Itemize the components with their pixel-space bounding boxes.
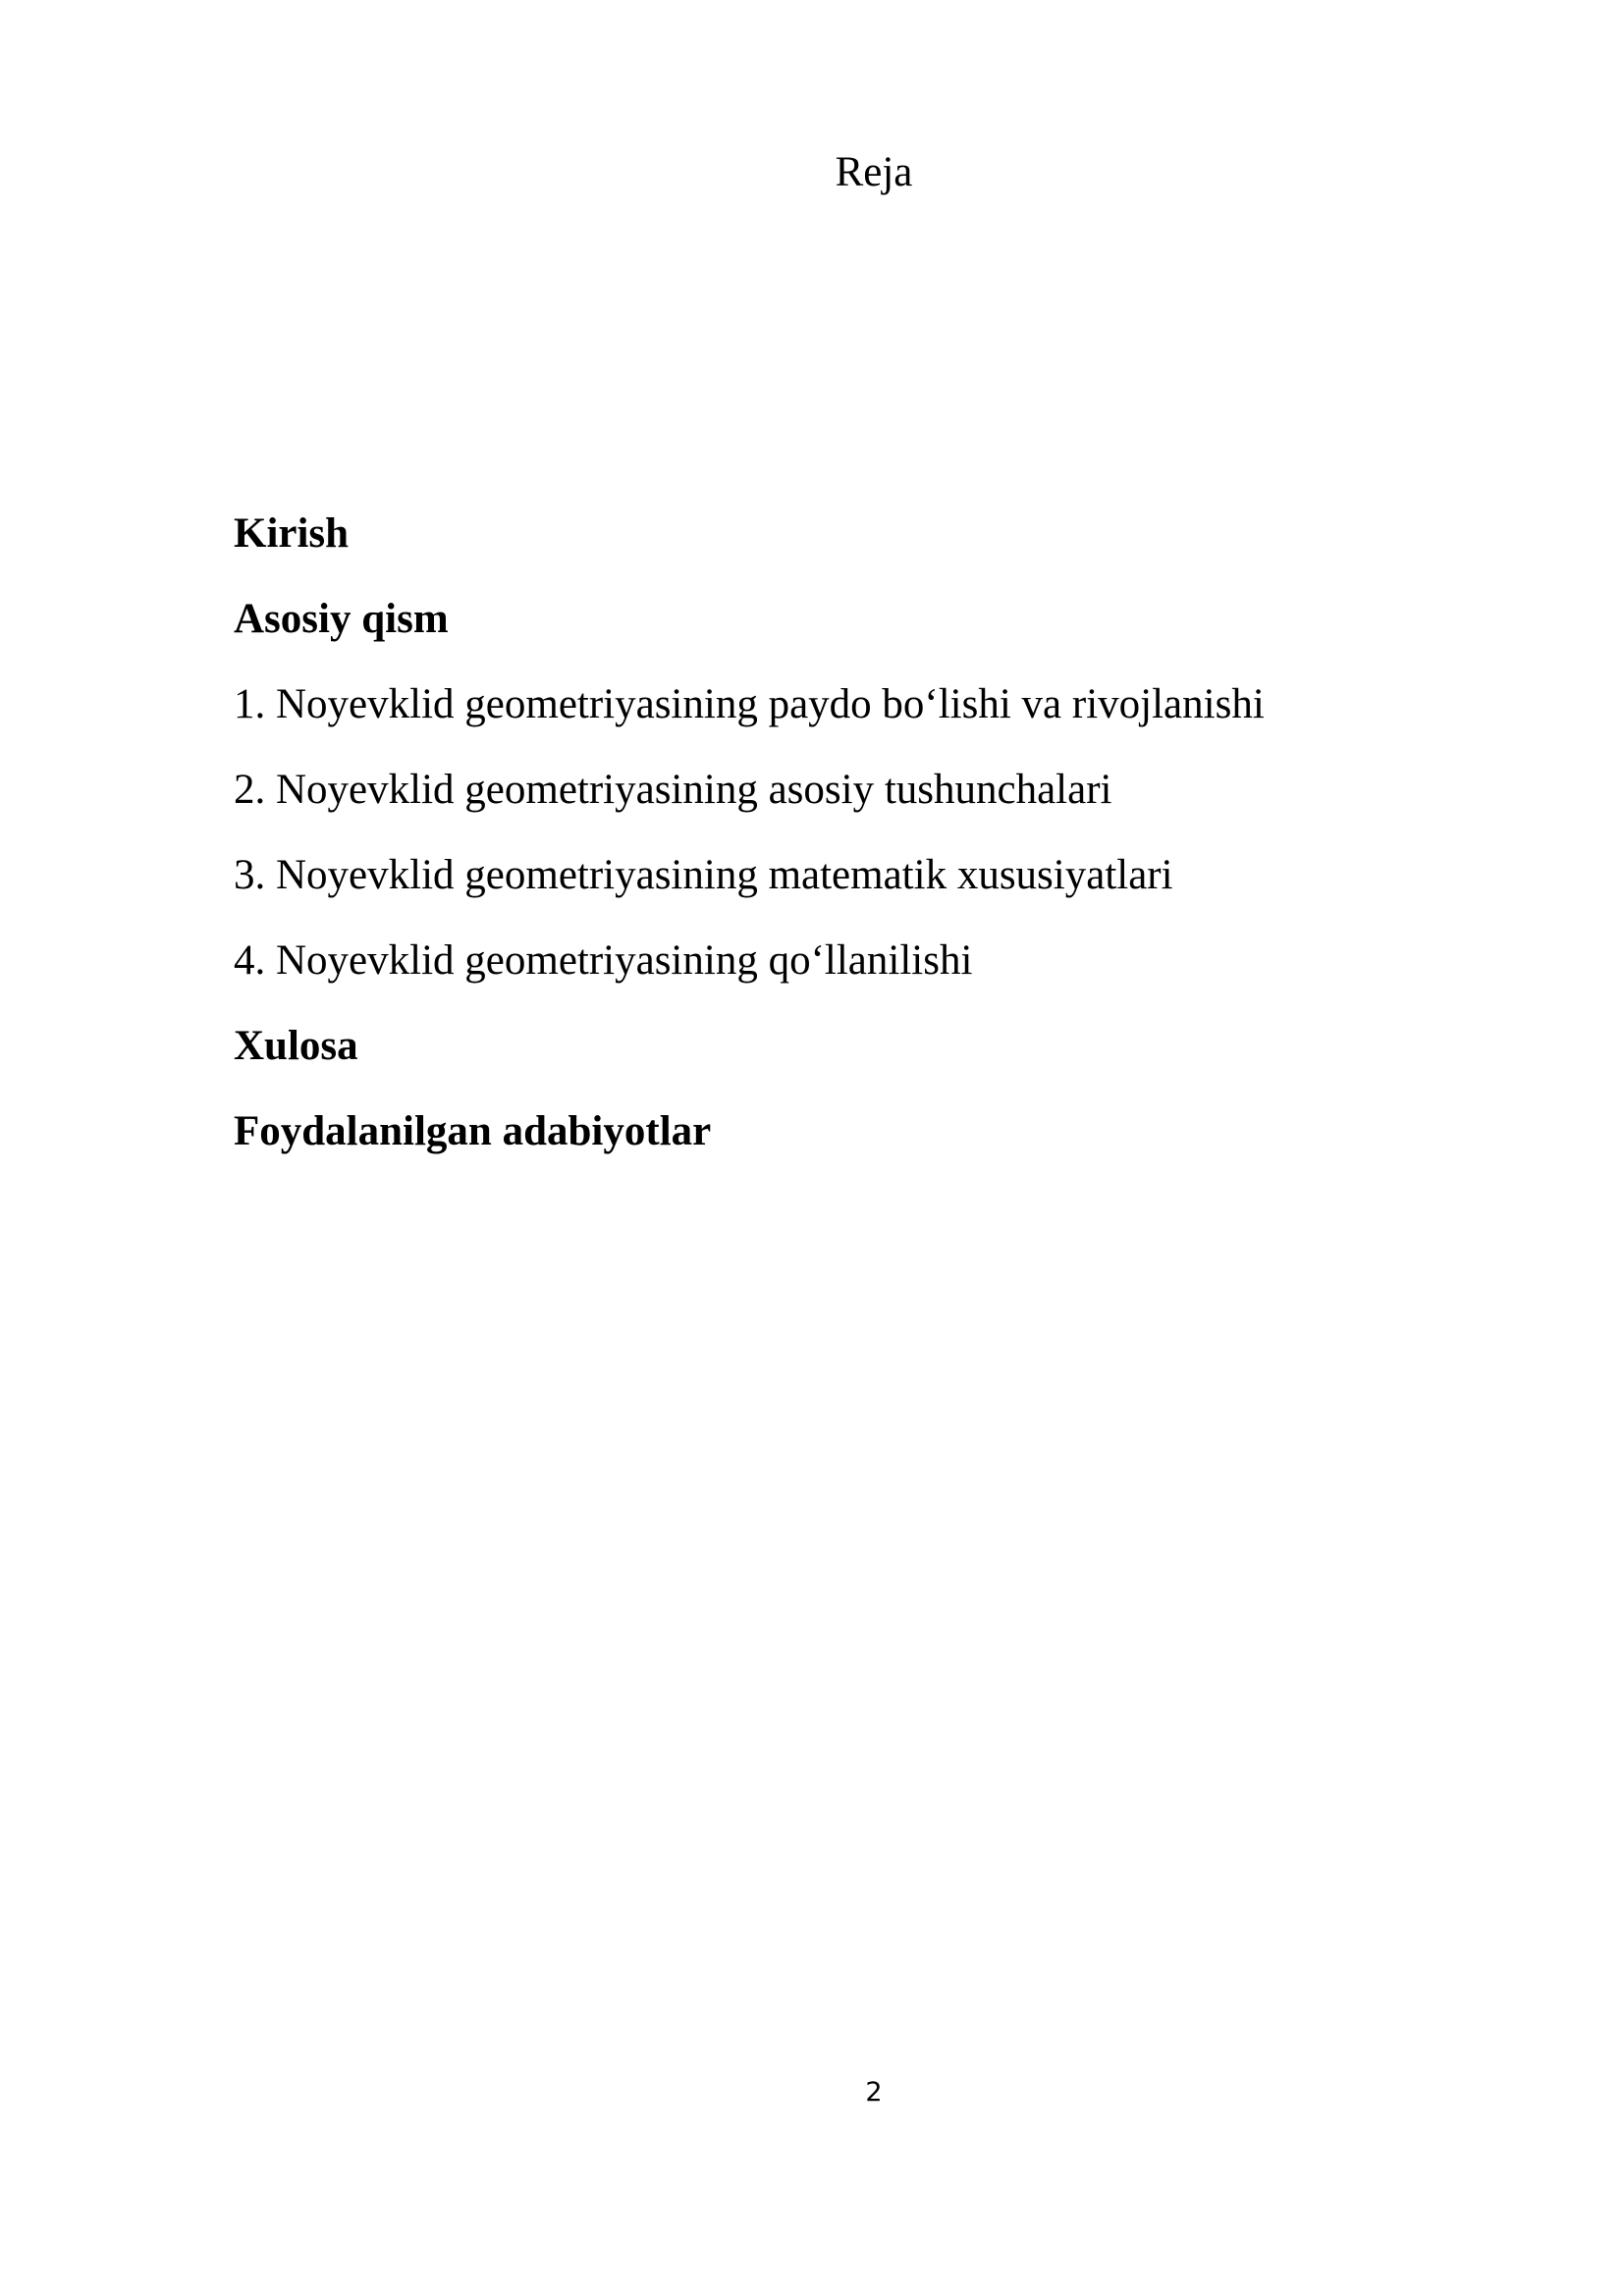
page-title: Reja	[835, 149, 913, 195]
plan-item-main-part: Asosiy qism	[234, 596, 449, 642]
plan-list	[234, 491, 1265, 1174]
plan-item-3: 3. Noyevklid geometriyasining matematik xususiyatlari	[234, 852, 1173, 898]
page-number: 2	[865, 2077, 883, 2108]
plan-item-2: 2. Noyevklid geometriyasining asosiy tushunchalari	[234, 767, 1112, 813]
plan-item-4: 4. Noyevklid geometriyasining qo‘llanilishi	[234, 937, 973, 984]
plan-item-intro: Kirish	[234, 510, 350, 557]
plan-item-references: Foydalanilgan adabiyotlar	[234, 1108, 712, 1154]
plan-item-1: 1. Noyevklid geometriyasining paydo bo‘lishi va rivojlanishi	[234, 681, 1265, 727]
plan-item-conclusion: Xulosa	[234, 1023, 358, 1069]
